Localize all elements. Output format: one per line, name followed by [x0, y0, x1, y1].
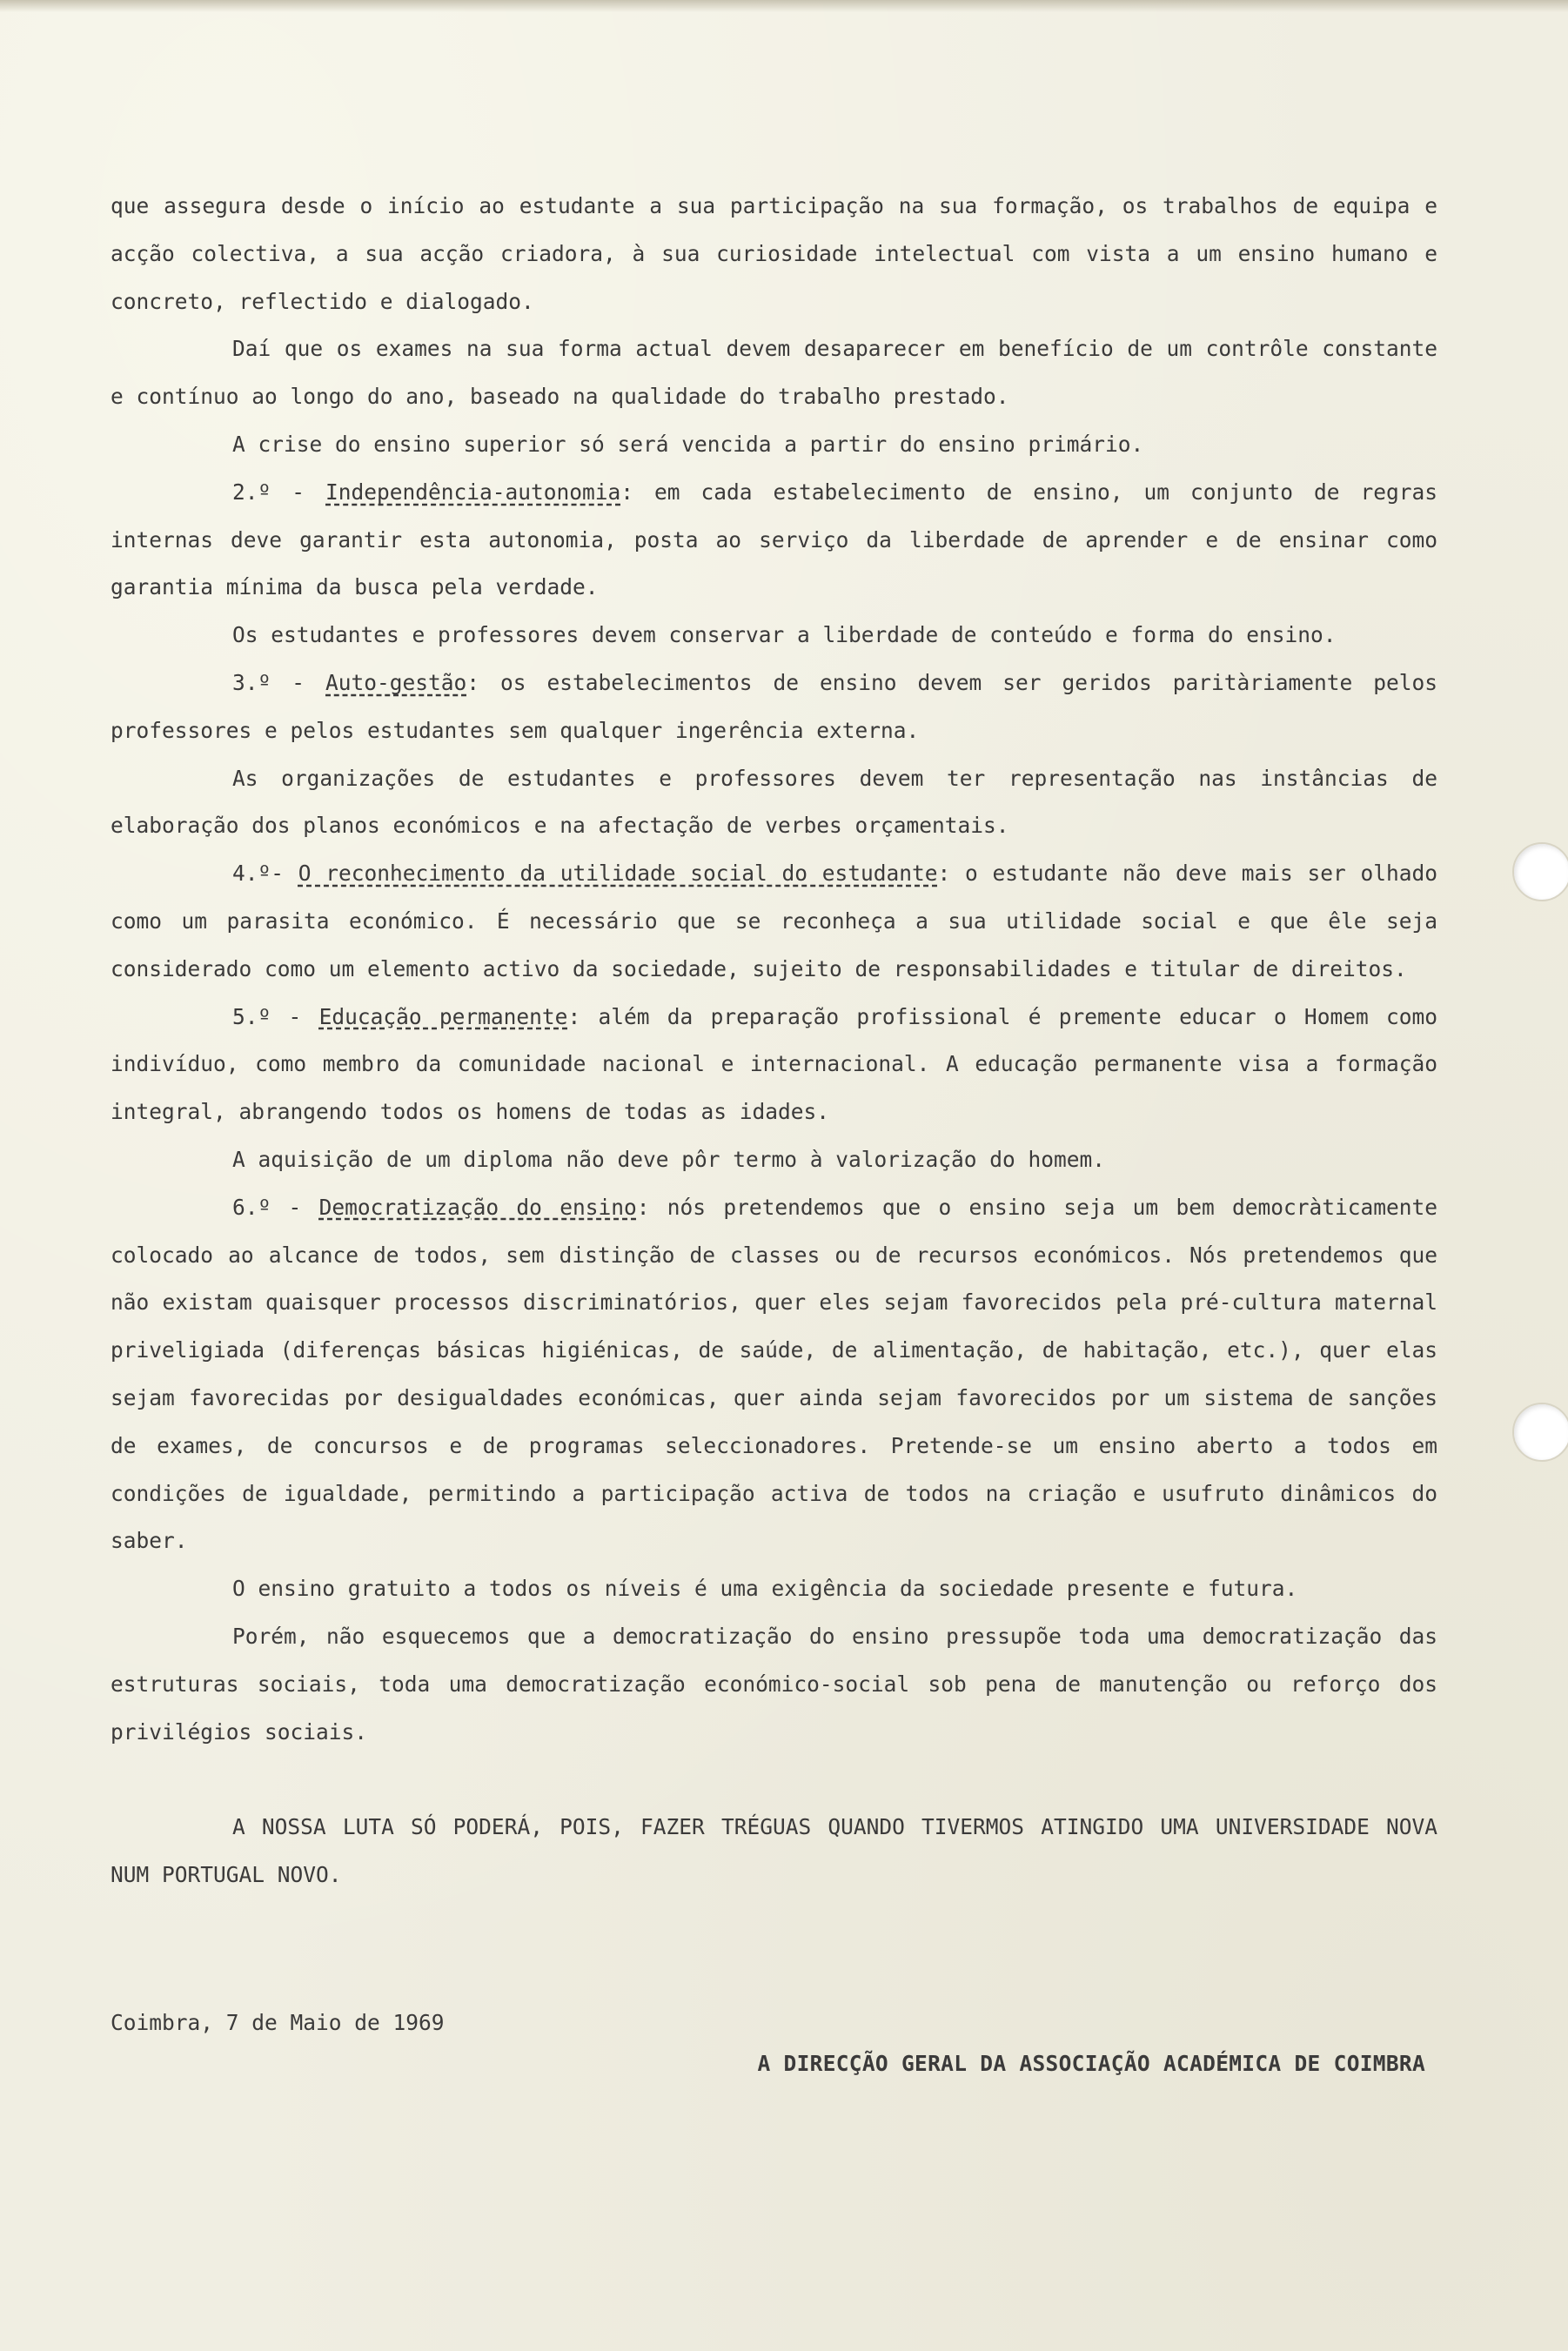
place-and-date: Coimbra, 7 de Maio de 1969 [111, 2010, 445, 2035]
torn-top-edge [0, 0, 1568, 12]
section-heading: Educação permanente [318, 1003, 568, 1029]
section-number: 5.º - [232, 1003, 319, 1029]
paragraph-1: que assegura desde o início ao estudante a sua participação na sua formação, os trabalhos de equipa e acção colectiva, a sua acção criadora, à sua curiosidade intelectual com vista a um ensino humano e concreto, reflectido e dialogado. [111, 193, 1437, 314]
section-number: 6.º - [232, 1194, 319, 1220]
paragraph-13: Porém, não esquecemos que a democratização do ensino pressupõe toda uma democratização das estruturas sociais, toda uma democratização económico-social sob pena de manutenção ou reforço dos privilégios sociais. [111, 1623, 1437, 1745]
section-text: : os estabelecimentos de ensino devem ser geridos paritàriamente pelos professores e pelos estudantes sem qualquer ingerência externa. [111, 669, 1437, 743]
spacer [111, 1756, 1437, 1804]
section-3-autogestao [111, 660, 1437, 755]
punch-hole-bottom [1512, 1403, 1568, 1462]
section-heading: Democratização do ensino [318, 1194, 637, 1220]
paragraph-2: Daí que os exames na sua forma actual devem desaparecer em benefício de um contrôle constante e contínuo ao longo do ano, baseado na qualidade do trabalho prestado. [111, 336, 1437, 410]
paragraph-12: O ensino gratuito a todos os níveis é uma exigência da sociedade presente e futura. [232, 1576, 1298, 1602]
section-5-educacao-permanente [111, 994, 1437, 1136]
section-number: 4.º- [232, 861, 298, 887]
section-4-utilidade-social [111, 850, 1437, 993]
section-number: 3.º - [232, 669, 325, 695]
section-text: : nós pretendemos que o ensino seja um bem democràticamente colocado ao alcance de todos, sem distinção de classes ou de recursos económicos. Nós pretendemos que não existam quaisquer processos discriminatórios, quer eles sejam favorecidos pela pré-cultura maternal priveligiada (diferenças básicas higiénicas, de saúde, de alimentação, de habitação, etc.), quer elas sejam favorecidas por desigualdades económicas, quer ainda sejam favorecidos por um sistema de sanções de exames, de concursos e de programas seleccionadores. Pretende-se um ensino aberto a todos em condições de igualdade, permitindo a participação activa de todos na criação e usufruto dinâmicos do saber. [111, 1194, 1438, 1554]
paragraph-5: Os estudantes e professores devem conservar a liberdade de conteúdo e forma do ensino. [232, 622, 1337, 648]
punch-hole-top [1512, 842, 1568, 901]
section-text: : em cada estabelecimento de ensino, um conjunto de regras internas deve garantir esta autonomia, posta ao serviço da liberdade de aprender e de ensinar como garantia mínima da busca pela verdade. [111, 479, 1437, 600]
issuer: A DIRECÇÃO GERAL DA ASSOCIAÇÃO ACADÉMICA DE COIMBRA [757, 2051, 1425, 2076]
section-number: 2.º - [232, 479, 325, 505]
paragraph-10: A aquisição de um diploma não deve pôr termo à valorização do homem. [232, 1146, 1106, 1172]
section-text: : o estudante não deve mais ser olhado como um parasita económico. É necessário que se reconheça a sua utilidade social e que êle seja considerado como um elemento activo da sociedade, sujeito de responsabilidades e titular de direitos. [111, 861, 1437, 981]
section-2-autonomia [111, 469, 1437, 612]
section-6-democratizacao [111, 1184, 1437, 1565]
section-heading: Auto-gestão [325, 669, 467, 695]
document-body [111, 183, 1437, 1899]
closing-statement: A NOSSA LUTA SÓ PODERÁ, POIS, FAZER TRÉGUAS QUANDO TIVERMOS ATINGIDO UMA UNIVERSIDADE NOVA NUM PORTUGAL NOVO. [111, 1814, 1437, 1887]
section-heading: O reconhecimento da utilidade social do estudante [298, 861, 938, 887]
section-heading: Independência-autonomia [325, 479, 621, 505]
section-text: : além da preparação profissional é premente educar o Homem como indivíduo, como membro da comunidade nacional e internacional. A educação permanente visa a formação integral, abrangendo todos os homens de todas as idades. [111, 1003, 1437, 1125]
paragraph-7: As organizações de estudantes e professores devem ter representação nas instâncias de elaboração dos planos económicos e na afectação de verbes orçamentais. [111, 765, 1437, 839]
paragraph-3: A crise do ensino superior só será vencida a partir do ensino primário. [232, 431, 1144, 457]
